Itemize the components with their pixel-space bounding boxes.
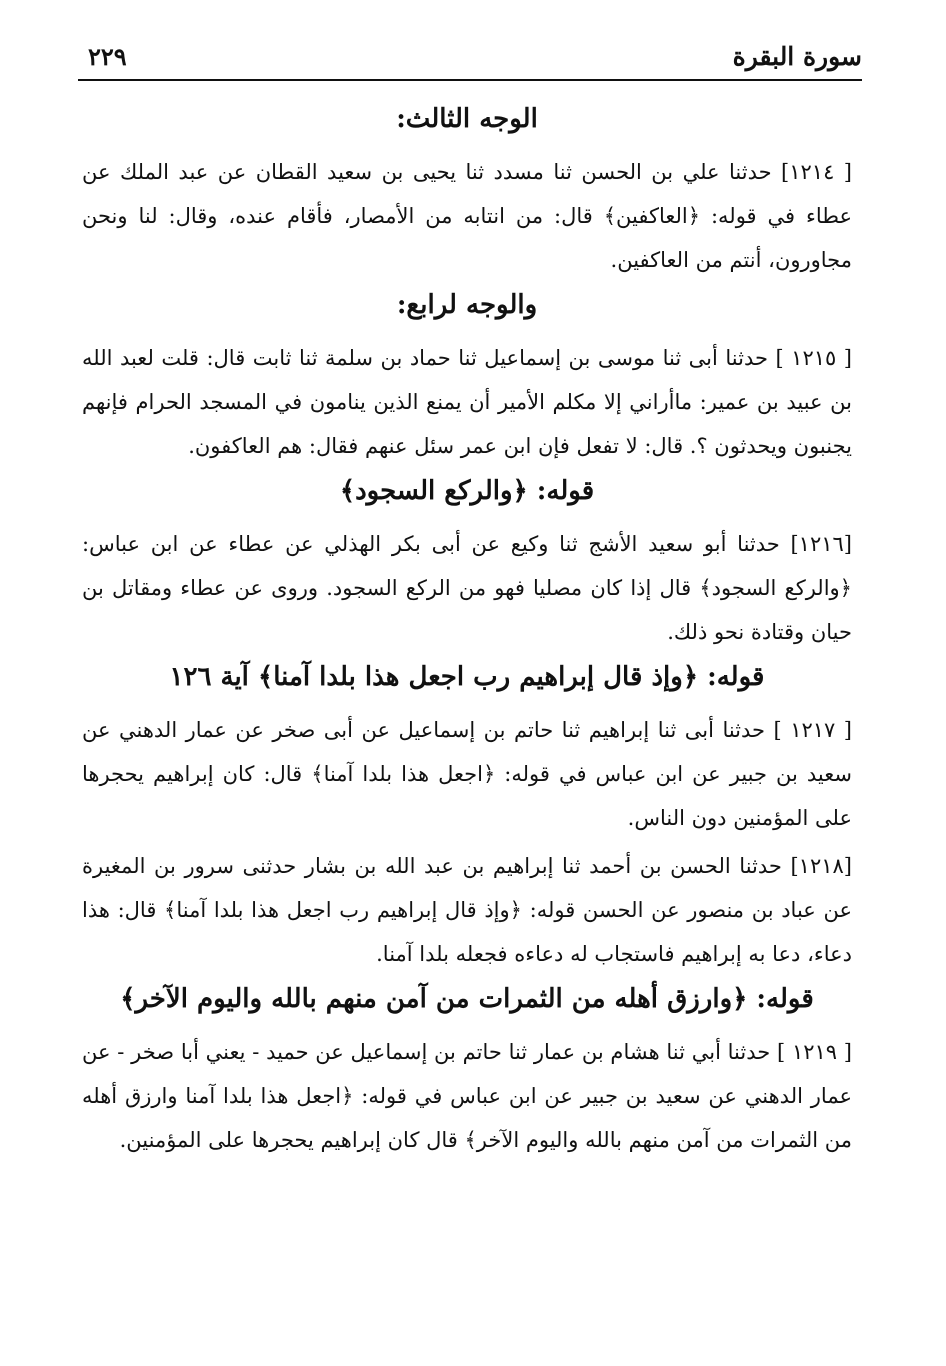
page-number: ٢٢٩ — [88, 42, 127, 71]
hadith-1216: [١٢١٦] حدثنا أبو سعيد الأشج ثنا وكيع عن أبى بكر الهذلي عن عطاء عن ابن عباس: ﴿والركع السجود﴾ قال إذا كان مصليا فهو من الركع السجود. وروى عن عطاء ومقاتل بن حيان وقتادة نحو ذلك. — [82, 532, 852, 644]
hadith-1214: [ ١٢١٤] حدثنا علي بن الحسن ثنا مسدد ثنا يحيى بن سعيد القطان عن عبد الملك عن عطاء في قوله: ﴿العاكفين﴾ قال: من انتابه من الأمصار، فأقام عنده، وقال: لنا ونحن مجاورون، أنتم من العاكفين. — [82, 160, 852, 272]
page-body — [82, 100, 852, 1166]
section-heading: قوله: ﴿وارزق أهله من الثمرات من آمن منهم بالله واليوم الآخر﴾ — [120, 984, 814, 1014]
hadith-1218: [١٢١٨] حدثنا الحسن بن أحمد ثنا إبراهيم بن عبد الله بن بشار حدثنى سرور بن المغيرة عن عباد بن منصور عن الحسن قوله: ﴿وإذ قال إبراهيم رب اجعل هذا بلدا آمنا﴾ قال: هذا دعاء، دعا به إبراهيم فاستجاب له دعاءه فجعله بلدا آمنا. — [82, 854, 852, 966]
header-divider — [78, 79, 862, 81]
section-third-aspect — [82, 100, 852, 282]
section-warzuq — [82, 980, 852, 1162]
hadith-1217: [ ١٢١٧ ] حدثنا أبى ثنا إبراهيم ثنا حاتم بن إسماعيل عن أبى صخر عن عمار الدهني عن سعيد بن جبير عن ابن عباس في قوله: ﴿اجعل هذا بلدا آمنا﴾ قال: كان إبراهيم يحجرها على المؤمنين دون الناس. — [82, 718, 852, 830]
hadith-1219: [ ١٢١٩ ] حدثنا أبي ثنا هشام بن عمار ثنا حاتم بن إسماعيل عن حميد - يعني أبا صخر - عن عمار الدهني عن سعيد بن جبير عن ابن عباس في قوله: ﴿اجعل هذا بلدا آمنا وارزق أهله من الثمرات من آمن منهم بالله واليوم الآخر﴾ قال كان إبراهيم يحجرها على المؤمنين. — [82, 1040, 853, 1152]
section-ayah-126 — [82, 658, 852, 976]
section-fourth-aspect — [82, 286, 852, 468]
hadith-1215: [ ١٢١٥ ] حدثنا أبى ثنا موسى بن إسماعيل ثنا حماد بن سلمة ثنا ثابت قال: قلت لعبد الله بن عبيد بن عمير: ماأراني إلا مكلم الأمير أن يمنع الذين ينامون في المسجد الحرام فإنهم يجنبون ويحدثون ؟. قال: لا تفعل فإن ابن عمر سئل عنهم فقال: هم العاكفون. — [82, 346, 852, 458]
section-heading: قوله: ﴿والركع السجود﴾ — [339, 476, 595, 506]
surah-title: سورة البقرة — [732, 42, 862, 71]
section-heading: الوجه الثالث: — [396, 104, 538, 134]
section-heading: والوجه لرابع: — [396, 290, 538, 320]
section-rukka-sujud — [82, 472, 852, 654]
page-header — [78, 40, 862, 80]
section-heading: قوله: ﴿وإذ قال إبراهيم رب اجعل هذا بلدا آمنا﴾ آية ١٢٦ — [169, 662, 765, 692]
